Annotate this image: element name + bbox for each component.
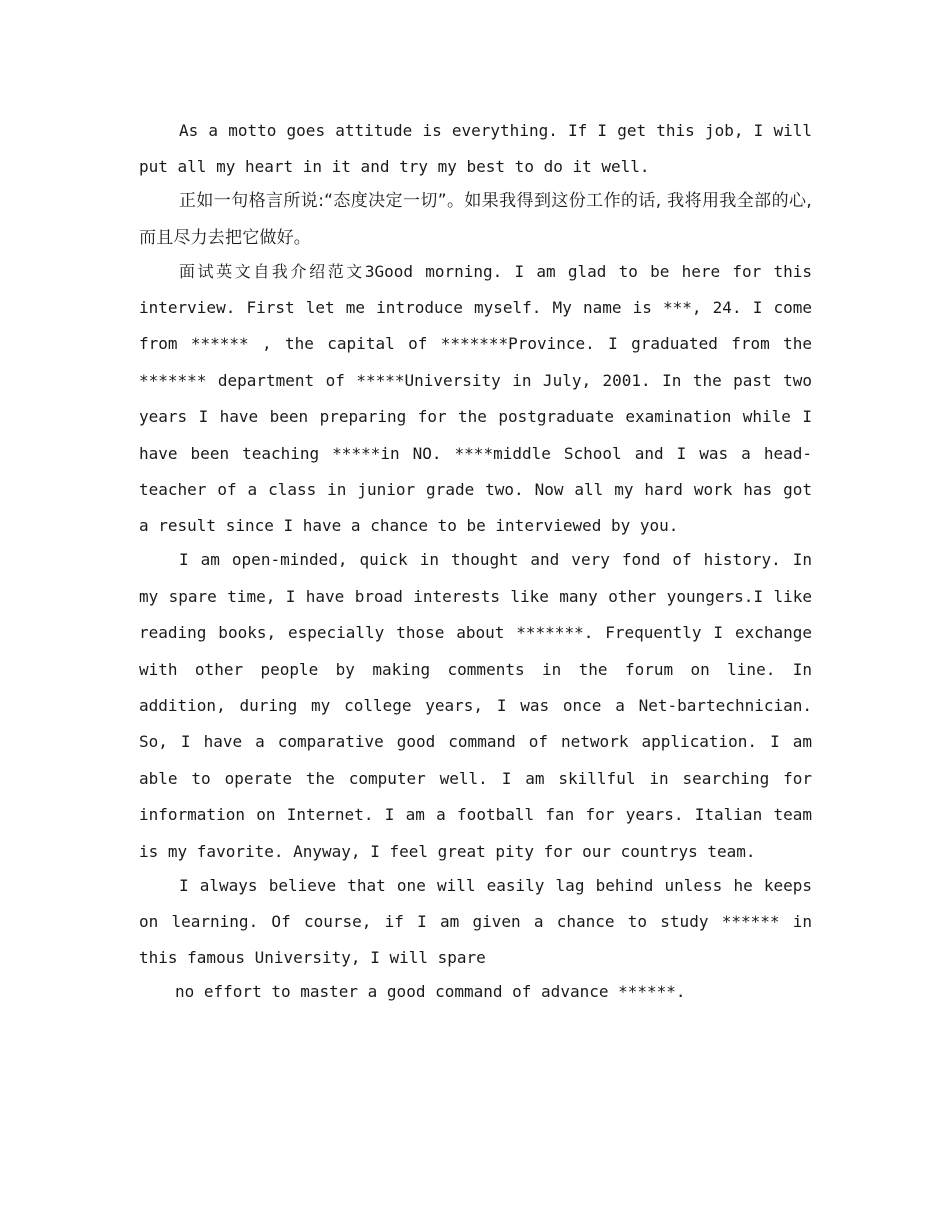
paragraph-motto-chinese: 正如一句格言所说:“态度决定一切”。如果我得到这份工作的话, 我将用我全部的心, 而且尽力去把它做好。 xyxy=(139,191,812,248)
document-body xyxy=(139,113,812,1011)
paragraph-introduction: 面试英文自我介绍范文3Good morning. I am glad to be here for this interview. First let me introduce myself. My name is ***, 24. I come from ****** , the capital of *******Province. I graduated from the ******* department of *****University in July, 2001. In the past two years I have been preparing for the postgraduate examination while I have been teaching *****in NO. ****middle School and I was a head-teacher of a class in junior grade two. Now all my hard work has got a result since I have a chance to be interviewed by you. xyxy=(139,261,812,536)
paragraph-motto-english: As a motto goes attitude is everything. If I get this job, I will put all my heart in it and try my best to do it well. xyxy=(139,121,812,177)
paragraph-interests: I am open-minded, quick in thought and very fond of history. In my spare time, I have broad interests like many other youngers.I like reading books, especially those about *******. Frequently I exchange with other people by making comments in the forum on line. In addition, during my college years, I was once a Net-bartechnician. So, I have a comparative good command of network application. I am able to operate the computer well. I am skillful in searching for information on Internet. I am a football fan for years. Italian team is my favorite. Anyway, I feel great pity for our countrys team. xyxy=(139,550,812,861)
paragraph-continuation: no effort to master a good command of advance ******. xyxy=(175,982,686,1002)
paragraph-learning: I always believe that one will easily lag behind unless he keeps on learning. Of course, if I am given a chance to study ****** in this famous University, I will spare xyxy=(139,875,812,968)
